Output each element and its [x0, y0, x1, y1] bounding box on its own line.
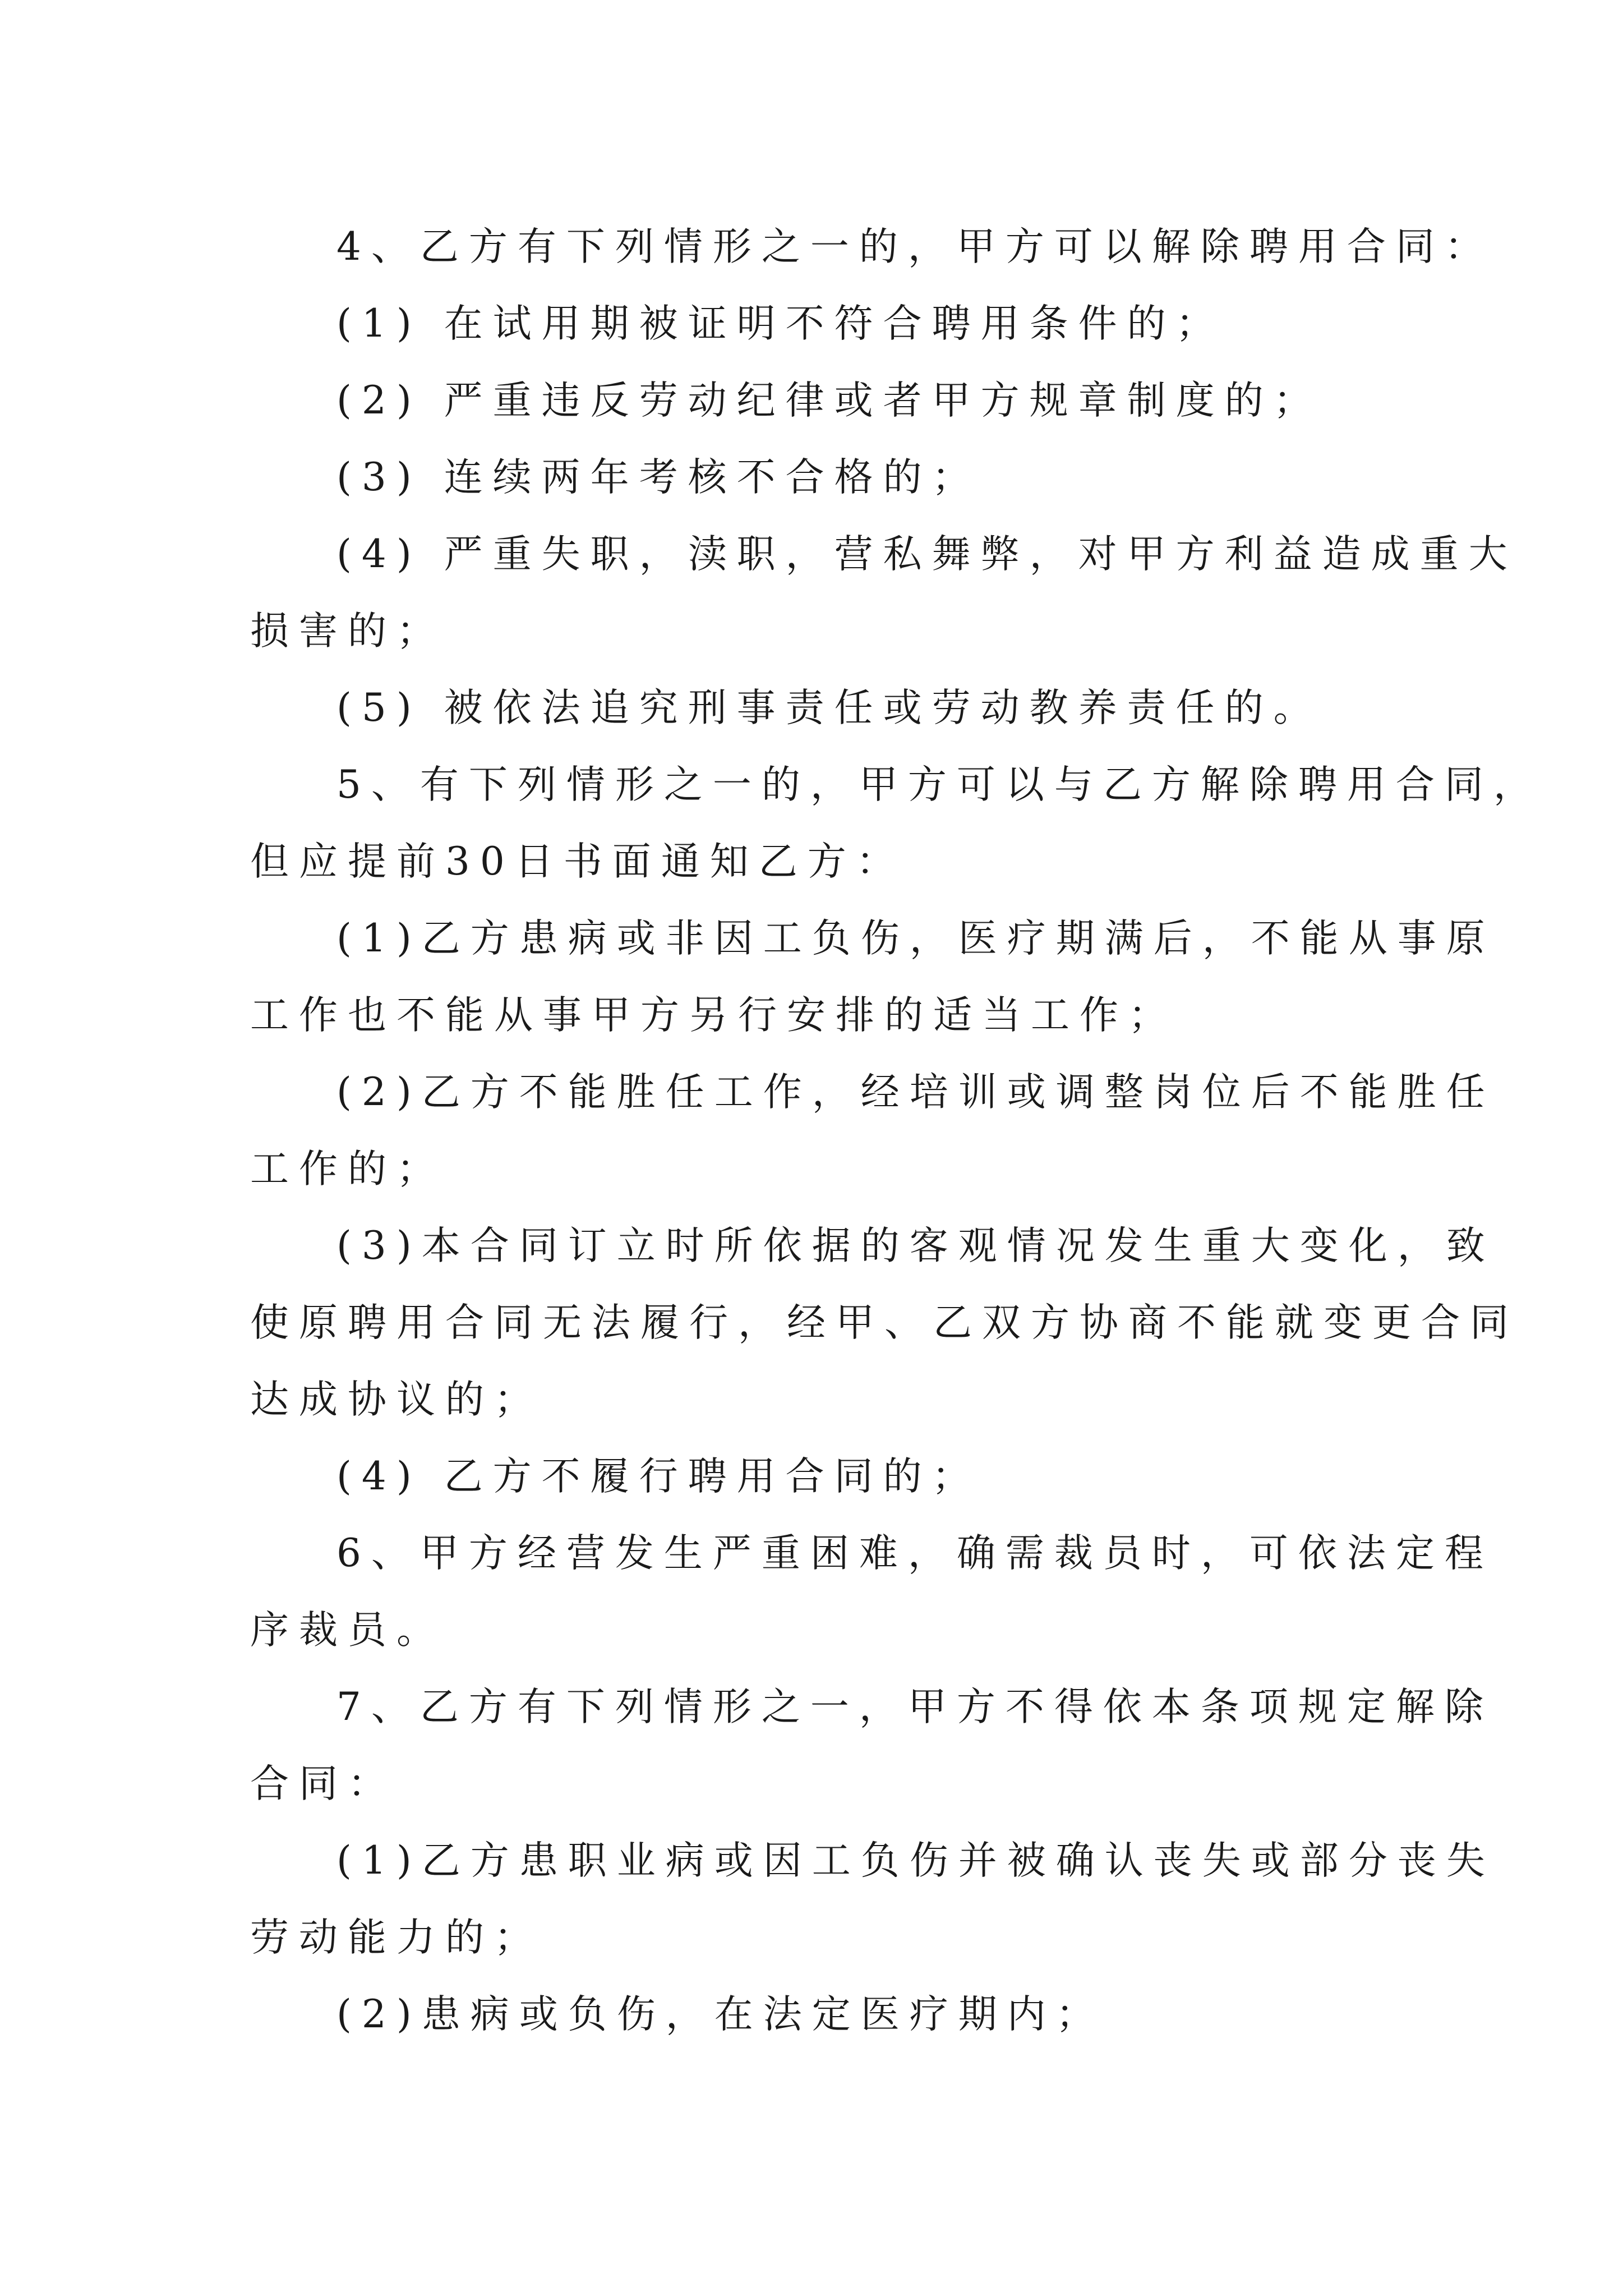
- text-line: (5) 被依法追究刑事责任或劳动教养责任的。: [336, 685, 1322, 730]
- text-line: (2)患病或负伤，在法定医疗期内；: [336, 1992, 1105, 2037]
- text-line: (3)本合同订立时所依据的客观情况发生重大变化，致: [336, 1223, 1495, 1268]
- text-line: (2) 严重违反劳动纪律或者甲方规章制度的；: [336, 378, 1322, 423]
- text-line: (1)乙方患职业病或因工负伤并被确认丧失或部分丧失: [336, 1838, 1495, 1883]
- text-line: 达成协议的；: [250, 1377, 543, 1422]
- text-line: 劳动能力的；: [250, 1915, 543, 1960]
- text-line: 但应提前30日书面通知乙方：: [250, 839, 905, 884]
- text-line: (4) 严重失职，渎职，营私舞弊，对甲方利益造成重大: [336, 532, 1518, 577]
- text-line: 合同：: [250, 1761, 396, 1806]
- text-line: 5、有下列情形之一的，甲方可以与乙方解除聘用合同，: [336, 762, 1542, 807]
- text-line: 7、乙方有下列情形之一，甲方不得依本条项规定解除: [336, 1685, 1493, 1729]
- text-line: (3) 连续两年考核不合格的；: [336, 455, 981, 500]
- text-line: (1) 在试用期被证明不符合聘用条件的；: [336, 301, 1225, 346]
- text-line: (1)乙方患病或非因工负伤，医疗期满后，不能从事原: [336, 916, 1495, 961]
- text-line: 工作也不能从事甲方另行安排的适当工作；: [250, 993, 1177, 1038]
- text-line: 工作的；: [250, 1147, 445, 1191]
- text-line: 序裁员。: [250, 1608, 445, 1653]
- text-line: 使原聘用合同无法履行，经甲、乙双方协商不能就变更合同: [250, 1300, 1519, 1345]
- text-line: 6、甲方经营发生严重困难，确需裁员时，可依法定程: [336, 1531, 1493, 1576]
- text-line: (4) 乙方不履行聘用合同的；: [336, 1454, 981, 1499]
- text-line: (2)乙方不能胜任工作，经培训或调整岗位后不能胜任: [336, 1070, 1495, 1115]
- text-line: 4、乙方有下列情形之一的，甲方可以解除聘用合同：: [336, 224, 1493, 269]
- text-line: 损害的；: [250, 609, 445, 654]
- document-body: [250, 209, 1542, 2053]
